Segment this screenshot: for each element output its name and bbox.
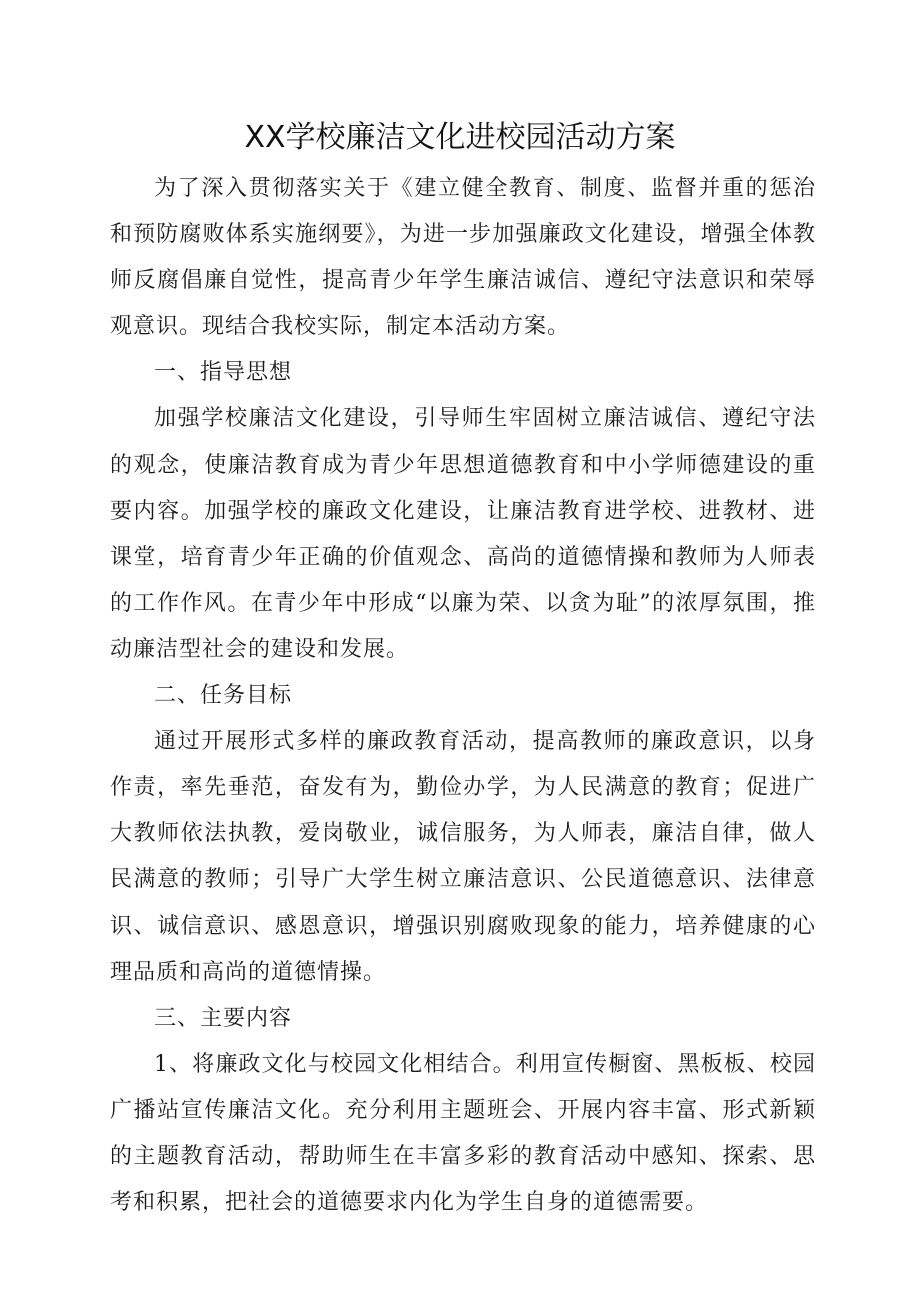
intro-paragraph: 为了深入贯彻落实关于《建立健全教育、制度、监督并重的惩治和预防腐败体系实施纲要》，为进一步加强廉政文化建设，增强全体教师反腐倡廉自觉性，提高青少年学生廉洁诚信、遵纪守法意识和荣辱观意识。现结合我校实际，制定本活动方案。 [110, 176, 816, 340]
section-heading-task-goals: 二、任务目标 [154, 683, 293, 709]
main-content-item-1: 1、将廉政文化与校园文化相结合。利用宣传橱窗、黑板板、校园广播站宣传廉洁文化。充分利用主题班会、开展内容丰富、形式新颖的主题教育活动，帮助师生在丰富多彩的教育活动中感知、探索、思考和积累，把社会的道德要求内化为学生自身的道德需要。 [110, 1051, 816, 1216]
section-heading-guiding-ideology: 一、指导思想 [154, 360, 293, 386]
task-goals-paragraph: 通过开展形式多样的廉政教育活动，提高教师的廉政意识，以身作责，率先垂范，奋发有为，勤俭办学，为人民满意的教育；促进广大教师依法执教，爱岗敬业，诚信服务，为人师表，廉洁自律，做人民满意的教师；引导广大学生树立廉洁意识、公民道德意识、法律意识、诚信意识、感恩意识，增强识别腐败现象的能力，培养健康的心理品质和高尚的道德情操。 [110, 729, 816, 985]
document-title: XX学校廉洁文化进校园活动方案 [244, 120, 676, 155]
section-heading-main-content: 三、主要内容 [154, 1005, 293, 1031]
document-body [110, 166, 816, 1226]
guiding-ideology-paragraph: 加强学校廉洁文化建设，引导师生牢固树立廉洁诚信、遵纪守法的观念，使廉洁教育成为青少年思想道德教育和中小学师德建设的重要内容。加强学校的廉政文化建设，让廉洁教育进学校、进教材、进课堂，培育青少年正确的价值观念、高尚的道德情操和教师为人师表的工作作风。在青少年中形成“以廉为荣、以贪为耻”的浓厚氛围，推动廉洁型社会的建设和发展。 [110, 406, 816, 662]
